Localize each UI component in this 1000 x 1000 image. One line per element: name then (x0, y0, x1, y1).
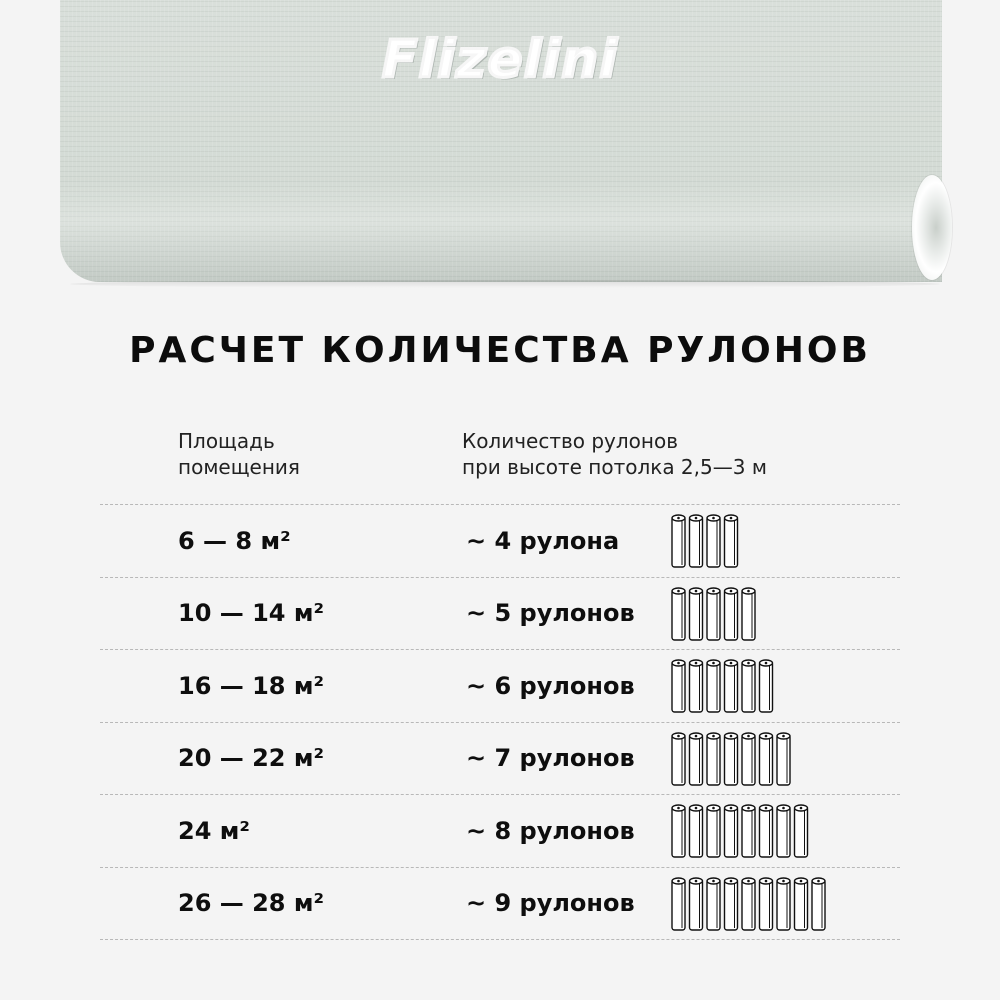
table-row (100, 867, 900, 941)
rolls-value: ~ 5 рулонов (466, 599, 635, 628)
roll-icons (670, 731, 792, 789)
wallpaper-roll-icon (760, 660, 773, 712)
roll-icons (670, 803, 810, 861)
wallpaper-roll-icon (725, 878, 738, 930)
column-header-area (178, 428, 300, 480)
roll-icons-group (670, 513, 740, 569)
area-value: 24 м² (178, 816, 250, 845)
wallpaper-roll-icon (795, 805, 808, 857)
column-header-area-line2: помещения (178, 455, 300, 479)
roll-icons (670, 876, 827, 934)
rolls-value: ~ 4 рулона (466, 526, 620, 555)
area-value: 10 — 14 м² (178, 599, 324, 628)
wallpaper-roll-icon (707, 588, 720, 640)
table-row (100, 722, 900, 795)
wallpaper-roll-icon (690, 515, 703, 567)
table-row (100, 504, 900, 577)
wallpaper-roll-icon (707, 805, 720, 857)
wallpaper-roll-icon (725, 733, 738, 785)
area-value: 20 — 22 м² (178, 744, 324, 773)
wallpaper-roll-icon (707, 878, 720, 930)
wallpaper-roll-icon (672, 588, 685, 640)
wallpaper-roll-icon (690, 733, 703, 785)
roll-icons-group (670, 731, 792, 787)
area-value: 16 — 18 м² (178, 671, 324, 700)
column-header-rolls (462, 428, 767, 480)
area-value: 26 — 28 м² (178, 889, 324, 918)
wallpaper-roll-icon (672, 660, 685, 712)
column-header-rolls-line1: Количество рулонов (462, 429, 679, 453)
wallpaper-roll-icon (760, 733, 773, 785)
wallpaper-roll-icon (707, 515, 720, 567)
wallpaper-roll-icon (725, 588, 738, 640)
rolls-value: ~ 7 рулонов (466, 744, 635, 773)
wallpaper-roll-icon (672, 878, 685, 930)
wallpaper-roll-icon (760, 805, 773, 857)
column-header-area-line1: Площадь (178, 429, 275, 453)
wallpaper-roll-icon (725, 805, 738, 857)
column-header-rolls-line2: при высоте потолка 2,5—3 м (462, 455, 767, 479)
roll-icons-group (670, 803, 810, 859)
roll-calculation-table (100, 504, 900, 940)
rolls-value: ~ 8 рулонов (466, 816, 635, 845)
wallpaper-roll-icon (690, 878, 703, 930)
wallpaper-roll-icon (690, 588, 703, 640)
wallpaper-roll-shadow (70, 280, 940, 288)
roll-icons (670, 658, 775, 716)
roll-icons (670, 586, 757, 644)
wallpaper-roll-icon (725, 515, 738, 567)
wallpaper-roll-end-icon (912, 175, 952, 280)
wallpaper-roll-icon (777, 878, 790, 930)
wallpaper-roll-icon (672, 515, 685, 567)
wallpaper-roll-banner (0, 0, 1000, 300)
table-row (100, 794, 900, 867)
page-title: РАСЧЕТ КОЛИЧЕСТВА РУЛОНОВ (129, 330, 871, 371)
area-value: 6 — 8 м² (178, 526, 291, 555)
wallpaper-roll-icon (690, 805, 703, 857)
roll-icons-group (670, 658, 775, 714)
wallpaper-roll-icon (777, 733, 790, 785)
wallpaper-roll-icon (707, 733, 720, 785)
roll-icons (670, 513, 740, 571)
roll-icons-group (670, 876, 827, 932)
wallpaper-roll-icon (812, 878, 825, 930)
table-row (100, 649, 900, 722)
wallpaper-roll-icon (777, 805, 790, 857)
table-row (100, 577, 900, 650)
wallpaper-roll-icon (672, 733, 685, 785)
brand-logo: Flizelini (381, 30, 619, 90)
wallpaper-roll-icon (707, 660, 720, 712)
wallpaper-roll-icon (760, 878, 773, 930)
wallpaper-roll-icon (742, 733, 755, 785)
wallpaper-roll-curl (60, 180, 942, 282)
wallpaper-roll-icon (690, 660, 703, 712)
rolls-value: ~ 6 рулонов (466, 671, 635, 700)
wallpaper-roll-icon (742, 660, 755, 712)
wallpaper-roll-icon (742, 588, 755, 640)
roll-icons-group (670, 586, 757, 642)
wallpaper-roll-icon (742, 878, 755, 930)
rolls-value: ~ 9 рулонов (466, 889, 635, 918)
wallpaper-roll-icon (725, 660, 738, 712)
wallpaper-roll-icon (742, 805, 755, 857)
wallpaper-roll-icon (672, 805, 685, 857)
wallpaper-roll-icon (795, 878, 808, 930)
